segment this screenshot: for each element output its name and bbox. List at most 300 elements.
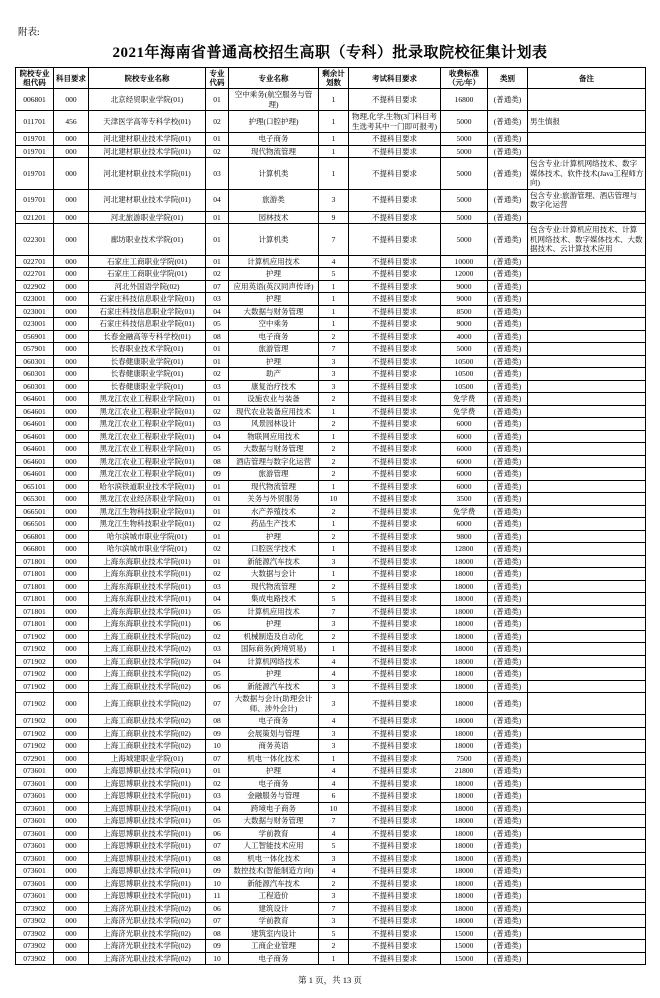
group-code-cell: 073902	[16, 952, 54, 965]
remark-cell	[528, 405, 646, 418]
remark-cell	[528, 418, 646, 431]
fee-cell: 9000	[441, 280, 488, 293]
exam-req-cell: 不提科目要求	[349, 802, 441, 815]
exam-req-cell: 不提科目要求	[349, 330, 441, 343]
exam-req-cell: 不提科目要求	[349, 668, 441, 681]
major-code-cell: 02	[206, 368, 229, 381]
fee-cell: 18000	[441, 840, 488, 853]
remaining-count-cell: 2	[319, 580, 349, 593]
remaining-count-cell: 1	[319, 430, 349, 443]
group-code-cell: 072901	[16, 752, 54, 765]
table-row	[16, 790, 646, 803]
college-name-cell: 长春健康职业学院(01)	[89, 380, 206, 393]
fee-cell: 10500	[441, 355, 488, 368]
major-code-cell: 10	[206, 952, 229, 965]
exam-req-cell: 不提科目要求	[349, 355, 441, 368]
major-name-cell: 学前教育	[229, 915, 319, 928]
remark-cell	[528, 852, 646, 865]
college-name-cell: 上海思博职业技术学院(01)	[89, 827, 206, 840]
page-title: 2021年海南省普通高校招生高职（专科）批录取院校征集计划表	[112, 45, 548, 61]
subject-req-cell: 000	[54, 418, 89, 431]
table-row	[16, 668, 646, 681]
category-cell: (普通类)	[488, 268, 528, 281]
table-row	[16, 355, 646, 368]
table-row	[16, 380, 646, 393]
table-row	[16, 715, 646, 728]
exam-req-cell: 不提科目要求	[349, 189, 441, 211]
subject-req-cell: 000	[54, 543, 89, 556]
group-code-cell: 065101	[16, 480, 54, 493]
major-code-cell: 05	[206, 605, 229, 618]
fee-cell: 18000	[441, 877, 488, 890]
group-code-cell: 071902	[16, 680, 54, 693]
table-row	[16, 368, 646, 381]
fee-cell: 4000	[441, 330, 488, 343]
fee-cell: 7500	[441, 752, 488, 765]
exam-req-cell: 不提科目要求	[349, 902, 441, 915]
table-row	[16, 268, 646, 281]
subject-req-cell: 000	[54, 355, 89, 368]
table-row	[16, 877, 646, 890]
remark-cell	[528, 715, 646, 728]
subject-req-cell: 000	[54, 224, 89, 256]
fee-cell: 6000	[441, 430, 488, 443]
major-code-cell: 08	[206, 927, 229, 940]
remaining-count-cell: 3	[319, 555, 349, 568]
major-name-cell: 电子商务	[229, 133, 319, 146]
remaining-count-cell: 3	[319, 380, 349, 393]
remark-cell	[528, 840, 646, 853]
fee-cell: 9800	[441, 530, 488, 543]
major-name-cell: 机电一体化技术	[229, 752, 319, 765]
remaining-count-cell: 1	[319, 89, 349, 111]
group-code-cell: 019701	[16, 145, 54, 158]
remark-cell	[528, 927, 646, 940]
college-name-cell: 上海工商职业技术学院(02)	[89, 680, 206, 693]
table-row	[16, 111, 646, 133]
remark-cell	[528, 505, 646, 518]
table-row	[16, 455, 646, 468]
college-name-cell: 黑龙江农业工程职业学院(01)	[89, 393, 206, 406]
remark-cell	[528, 145, 646, 158]
fee-cell: 18000	[441, 668, 488, 681]
group-code-cell: 021201	[16, 211, 54, 224]
table-row	[16, 211, 646, 224]
major-code-cell: 02	[206, 630, 229, 643]
exam-req-cell: 不提科目要求	[349, 693, 441, 715]
subject-req-cell: 000	[54, 693, 89, 715]
group-code-cell: 022701	[16, 268, 54, 281]
major-name-cell: 护理	[229, 355, 319, 368]
remaining-count-cell: 4	[319, 715, 349, 728]
major-name-cell: 新能源汽车技术	[229, 680, 319, 693]
table-row	[16, 605, 646, 618]
fee-cell: 15000	[441, 927, 488, 940]
group-code-cell: 064601	[16, 455, 54, 468]
exam-req-cell: 不提科目要求	[349, 580, 441, 593]
remark-cell	[528, 777, 646, 790]
subject-req-cell: 000	[54, 493, 89, 506]
category-cell: (普通类)	[488, 468, 528, 481]
category-cell: (普通类)	[488, 890, 528, 903]
college-name-cell: 哈尔滨城市职业学院(01)	[89, 543, 206, 556]
subject-req-cell: 000	[54, 952, 89, 965]
subject-req-cell: 000	[54, 752, 89, 765]
fee-cell: 18000	[441, 815, 488, 828]
subject-req-cell: 000	[54, 827, 89, 840]
major-name-cell: 康复治疗技术	[229, 380, 319, 393]
major-name-cell: 现代农业装备应用技术	[229, 405, 319, 418]
fee-cell: 6000	[441, 455, 488, 468]
group-code-cell: 071902	[16, 715, 54, 728]
major-name-cell: 旅游管理	[229, 343, 319, 356]
group-code-cell: 073902	[16, 915, 54, 928]
group-code-cell: 019701	[16, 189, 54, 211]
college-name-cell: 上海工商职业技术学院(02)	[89, 668, 206, 681]
college-name-cell: 上海思博职业技术学院(01)	[89, 865, 206, 878]
subject-req-cell: 000	[54, 802, 89, 815]
major-code-cell: 10	[206, 877, 229, 890]
major-name-cell: 护理	[229, 293, 319, 306]
major-code-cell: 01	[206, 133, 229, 146]
category-cell: (普通类)	[488, 752, 528, 765]
category-cell: (普通类)	[488, 630, 528, 643]
exam-req-cell: 不提科目要求	[349, 255, 441, 268]
exam-req-cell: 不提科目要求	[349, 468, 441, 481]
exam-req-cell: 不提科目要求	[349, 890, 441, 903]
major-name-cell: 国际商务(跨境贸易)	[229, 643, 319, 656]
category-cell: (普通类)	[488, 618, 528, 631]
college-name-cell: 上海济光职业技术学院(02)	[89, 940, 206, 953]
group-code-cell: 019701	[16, 133, 54, 146]
major-name-cell: 护理	[229, 530, 319, 543]
remaining-count-cell: 2	[319, 877, 349, 890]
table-row	[16, 280, 646, 293]
group-code-cell: 071801	[16, 618, 54, 631]
column-header: 考试科目要求	[349, 68, 441, 89]
exam-req-cell: 不提科目要求	[349, 618, 441, 631]
table-row	[16, 224, 646, 256]
exam-req-cell: 不提科目要求	[349, 655, 441, 668]
exam-req-cell: 不提科目要求	[349, 952, 441, 965]
major-name-cell: 现代物流管理	[229, 480, 319, 493]
exam-req-cell: 不提科目要求	[349, 790, 441, 803]
remark-cell	[528, 618, 646, 631]
college-name-cell: 上海东海职业技术学院(01)	[89, 618, 206, 631]
fee-cell: 5000	[441, 158, 488, 190]
remaining-count-cell: 7	[319, 605, 349, 618]
exam-req-cell: 不提科目要求	[349, 680, 441, 693]
subject-req-cell: 000	[54, 343, 89, 356]
exam-req-cell: 不提科目要求	[349, 630, 441, 643]
remaining-count-cell: 4	[319, 668, 349, 681]
remark-cell	[528, 890, 646, 903]
exam-req-cell: 不提科目要求	[349, 815, 441, 828]
major-code-cell: 02	[206, 543, 229, 556]
remaining-count-cell: 3	[319, 618, 349, 631]
college-name-cell: 黑龙江农业工程职业学院(01)	[89, 455, 206, 468]
group-code-cell: 023001	[16, 318, 54, 331]
table-row	[16, 430, 646, 443]
remaining-count-cell: 1	[319, 480, 349, 493]
subject-req-cell: 000	[54, 468, 89, 481]
major-code-cell: 01	[206, 765, 229, 778]
major-name-cell: 跨境电子商务	[229, 802, 319, 815]
subject-req-cell: 000	[54, 852, 89, 865]
remark-cell	[528, 380, 646, 393]
group-code-cell: 073601	[16, 827, 54, 840]
remark-cell	[528, 443, 646, 456]
remaining-count-cell: 4	[319, 655, 349, 668]
college-name-cell: 上海工商职业技术学院(02)	[89, 643, 206, 656]
fee-cell: 3500	[441, 493, 488, 506]
table-row	[16, 890, 646, 903]
major-name-cell: 空中乘务	[229, 318, 319, 331]
remark-cell	[528, 468, 646, 481]
subject-req-cell: 000	[54, 865, 89, 878]
fee-cell: 15000	[441, 940, 488, 953]
fee-cell: 18000	[441, 790, 488, 803]
fee-cell: 18000	[441, 727, 488, 740]
major-code-cell: 08	[206, 852, 229, 865]
college-name-cell: 上海东海职业技术学院(01)	[89, 555, 206, 568]
table-row	[16, 902, 646, 915]
remark-cell: 包含专业:计算机网络技术、数字媒体技术、软件技术(Java工程师方向)	[528, 158, 646, 190]
category-cell: (普通类)	[488, 777, 528, 790]
subject-req-cell: 000	[54, 840, 89, 853]
remark-cell	[528, 752, 646, 765]
fee-cell: 10000	[441, 255, 488, 268]
major-name-cell: 酒店管理与数字化运营	[229, 455, 319, 468]
exam-req-cell: 不提科目要求	[349, 643, 441, 656]
major-name-cell: 护理	[229, 765, 319, 778]
major-name-cell: 大数据与会计	[229, 568, 319, 581]
major-code-cell: 03	[206, 380, 229, 393]
group-code-cell: 066801	[16, 530, 54, 543]
exam-req-cell: 不提科目要求	[349, 915, 441, 928]
category-cell: (普通类)	[488, 455, 528, 468]
college-name-cell: 黑龙江农业工程职业学院(01)	[89, 443, 206, 456]
major-code-cell: 05	[206, 815, 229, 828]
fee-cell: 18000	[441, 852, 488, 865]
exam-req-cell: 不提科目要求	[349, 480, 441, 493]
major-code-cell: 01	[206, 505, 229, 518]
subject-req-cell: 000	[54, 480, 89, 493]
subject-req-cell: 000	[54, 790, 89, 803]
major-code-cell: 08	[206, 330, 229, 343]
exam-req-cell: 不提科目要求	[349, 430, 441, 443]
major-name-cell: 大数据与财务管理	[229, 305, 319, 318]
fee-cell: 5000	[441, 343, 488, 356]
major-code-cell: 05	[206, 668, 229, 681]
major-code-cell: 02	[206, 777, 229, 790]
category-cell: (普通类)	[488, 580, 528, 593]
exam-req-cell: 不提科目要求	[349, 555, 441, 568]
table-row	[16, 293, 646, 306]
major-name-cell: 新能源汽车技术	[229, 555, 319, 568]
major-name-cell: 金融服务与管理	[229, 790, 319, 803]
column-header: 院校专业名称	[89, 68, 206, 89]
remaining-count-cell: 2	[319, 393, 349, 406]
exam-req-cell: 不提科目要求	[349, 268, 441, 281]
major-name-cell: 应用英语(英汉同声传译)	[229, 280, 319, 293]
subject-req-cell: 000	[54, 255, 89, 268]
table-row	[16, 405, 646, 418]
major-code-cell: 01	[206, 530, 229, 543]
major-code-cell: 01	[206, 555, 229, 568]
category-cell: (普通类)	[488, 940, 528, 953]
group-code-cell: 071902	[16, 630, 54, 643]
major-name-cell: 助产	[229, 368, 319, 381]
table-row	[16, 393, 646, 406]
table-row	[16, 305, 646, 318]
table-row	[16, 530, 646, 543]
remaining-count-cell: 3	[319, 355, 349, 368]
remark-cell	[528, 89, 646, 111]
exam-req-cell: 不提科目要求	[349, 752, 441, 765]
major-name-cell: 护理	[229, 668, 319, 681]
table-row	[16, 189, 646, 211]
table-row	[16, 693, 646, 715]
fee-cell: 免学费	[441, 405, 488, 418]
category-cell: (普通类)	[488, 765, 528, 778]
remaining-count-cell: 1	[319, 318, 349, 331]
major-name-cell: 工商企业管理	[229, 940, 319, 953]
subject-req-cell: 000	[54, 158, 89, 190]
fee-cell: 5000	[441, 211, 488, 224]
category-cell: (普通类)	[488, 211, 528, 224]
fee-cell: 12800	[441, 543, 488, 556]
remaining-count-cell: 7	[319, 224, 349, 256]
category-cell: (普通类)	[488, 568, 528, 581]
major-code-cell: 01	[206, 211, 229, 224]
group-code-cell: 066501	[16, 518, 54, 531]
subject-req-cell: 000	[54, 268, 89, 281]
subject-req-cell: 000	[54, 280, 89, 293]
exam-req-cell: 不提科目要求	[349, 530, 441, 543]
major-name-cell: 现代物流管理	[229, 580, 319, 593]
remark-cell	[528, 605, 646, 618]
group-code-cell: 060301	[16, 355, 54, 368]
group-code-cell: 057901	[16, 343, 54, 356]
remaining-count-cell: 7	[319, 902, 349, 915]
category-cell: (普通类)	[488, 543, 528, 556]
table-row	[16, 593, 646, 606]
college-name-cell: 河北建材职业技术学院(01)	[89, 145, 206, 158]
major-name-cell: 护理	[229, 618, 319, 631]
fee-cell: 18000	[441, 902, 488, 915]
group-code-cell: 073902	[16, 927, 54, 940]
college-name-cell: 上海济光职业技术学院(02)	[89, 952, 206, 965]
group-code-cell: 073601	[16, 802, 54, 815]
table-row	[16, 940, 646, 953]
remark-cell	[528, 211, 646, 224]
remark-cell	[528, 580, 646, 593]
subject-req-cell: 000	[54, 568, 89, 581]
exam-req-cell: 不提科目要求	[349, 715, 441, 728]
remaining-count-cell: 2	[319, 443, 349, 456]
remaining-count-cell: 2	[319, 468, 349, 481]
exam-req-cell: 不提科目要求	[349, 927, 441, 940]
college-name-cell: 北京经贸职业学院(01)	[89, 89, 206, 111]
subject-req-cell: 000	[54, 605, 89, 618]
remark-cell	[528, 877, 646, 890]
remaining-count-cell: 2	[319, 505, 349, 518]
group-code-cell: 064601	[16, 418, 54, 431]
remark-cell	[528, 693, 646, 715]
table-row	[16, 318, 646, 331]
college-name-cell: 上海工商职业技术学院(02)	[89, 630, 206, 643]
major-name-cell: 护理	[229, 268, 319, 281]
fee-cell: 18000	[441, 715, 488, 728]
category-cell: (普通类)	[488, 555, 528, 568]
college-name-cell: 哈尔滨铁道职业技术学院(01)	[89, 480, 206, 493]
major-name-cell: 旅游类	[229, 189, 319, 211]
major-name-cell: 学前教育	[229, 827, 319, 840]
remaining-count-cell: 2	[319, 630, 349, 643]
remark-cell	[528, 680, 646, 693]
table-body	[16, 89, 646, 965]
remark-cell	[528, 668, 646, 681]
category-cell: (普通类)	[488, 530, 528, 543]
remark-cell: 男生慎报	[528, 111, 646, 133]
category-cell: (普通类)	[488, 518, 528, 531]
remark-cell	[528, 305, 646, 318]
subject-req-cell: 000	[54, 368, 89, 381]
major-name-cell: 护理(口腔护理)	[229, 111, 319, 133]
exam-req-cell: 不提科目要求	[349, 211, 441, 224]
college-name-cell: 黑龙江农业工程职业学院(01)	[89, 418, 206, 431]
remark-cell	[528, 543, 646, 556]
remark-cell	[528, 530, 646, 543]
remark-cell	[528, 493, 646, 506]
group-code-cell: 064601	[16, 405, 54, 418]
college-name-cell: 上海工商职业技术学院(02)	[89, 715, 206, 728]
table-row	[16, 618, 646, 631]
major-code-cell: 10	[206, 740, 229, 753]
fee-cell: 免学费	[441, 505, 488, 518]
group-code-cell: 073601	[16, 765, 54, 778]
category-cell: (普通类)	[488, 865, 528, 878]
college-name-cell: 长春健康职业学院(01)	[89, 355, 206, 368]
remark-cell	[528, 593, 646, 606]
category-cell: (普通类)	[488, 355, 528, 368]
table-row	[16, 343, 646, 356]
group-code-cell: 071902	[16, 668, 54, 681]
remark-cell	[528, 480, 646, 493]
college-name-cell: 上海工商职业技术学院(02)	[89, 693, 206, 715]
exam-req-cell: 不提科目要求	[349, 293, 441, 306]
fee-cell: 6000	[441, 468, 488, 481]
major-name-cell: 电子商务	[229, 777, 319, 790]
college-name-cell: 哈尔滨城市职业学院(01)	[89, 530, 206, 543]
table-row	[16, 158, 646, 190]
remaining-count-cell: 2	[319, 330, 349, 343]
subject-req-cell: 000	[54, 593, 89, 606]
remaining-count-cell: 1	[319, 518, 349, 531]
fee-cell: 5000	[441, 133, 488, 146]
fee-cell: 18000	[441, 630, 488, 643]
major-code-cell: 03	[206, 580, 229, 593]
major-code-cell: 06	[206, 902, 229, 915]
subject-req-cell: 000	[54, 777, 89, 790]
subject-req-cell: 000	[54, 430, 89, 443]
remaining-count-cell: 1	[319, 145, 349, 158]
subject-req-cell: 000	[54, 293, 89, 306]
remark-cell	[528, 765, 646, 778]
category-cell: (普通类)	[488, 815, 528, 828]
fee-cell: 5000	[441, 224, 488, 256]
